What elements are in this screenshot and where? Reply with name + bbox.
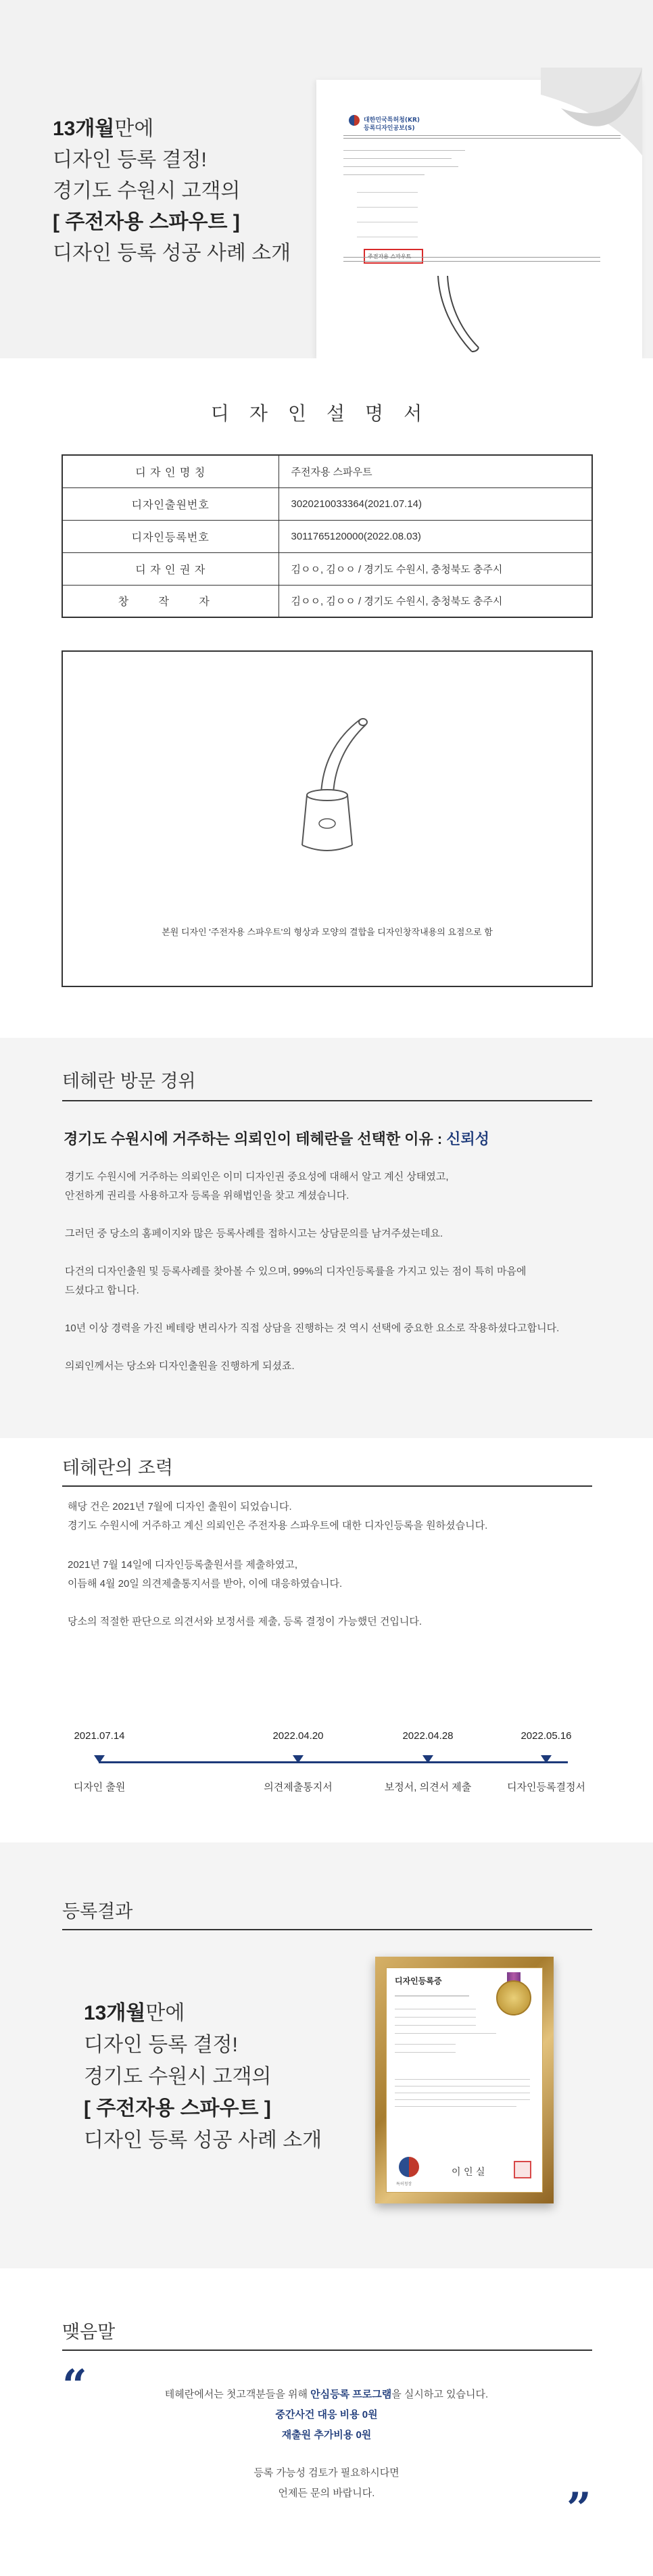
- closing-line4: 등록 가능성 검토가 필요하시다면: [253, 2467, 400, 2479]
- coop-title: 테헤란의 조력: [62, 1458, 173, 1478]
- timeline-label: 보정서, 의견서 제출: [384, 1782, 472, 1793]
- section-divider: [62, 2350, 592, 2351]
- timeline-label: 디자인등록결정서: [507, 1782, 585, 1793]
- closing-highlight: 안심등록 프로그램: [310, 2389, 392, 2400]
- spec-key: 디자인출원번호: [62, 487, 279, 520]
- timeline-line: [99, 1761, 568, 1763]
- red-stamp-icon: [514, 2161, 531, 2178]
- timeline-date: 2022.04.28: [402, 1730, 454, 1742]
- section-divider: [62, 1485, 592, 1487]
- cert-text-line: [395, 2106, 516, 2107]
- visit-title: 테헤란 방문 경위: [62, 1071, 196, 1091]
- spec-key: 디 자 인 명 칭: [62, 455, 279, 487]
- spec-table: [62, 454, 593, 618]
- doc-text-line: [343, 150, 465, 151]
- doc-office-1: 대한민국특허청(KR): [364, 117, 420, 124]
- spec-value: 주전자용 스파우트: [279, 455, 592, 487]
- spec-value: 3011765120000(2022.08.03): [279, 520, 592, 552]
- doc-text-line: [357, 192, 418, 193]
- result-line4: [ 주전자용 스파우트 ]: [84, 2097, 271, 2120]
- hero-line5: 디자인 등록 성공 사례 소개: [53, 242, 291, 264]
- cert-office: 특허청장: [396, 2182, 412, 2187]
- cert-text-line: [395, 2025, 476, 2026]
- spout-sketch-icon: [425, 276, 485, 357]
- closing-line1-post: 을 실시하고 있습니다.: [391, 2389, 489, 2400]
- coop-para: 2021년 7월 14일에 디자인등록출원서를 제출하였고,: [68, 1559, 298, 1571]
- result-section: [0, 1842, 653, 2268]
- closing-title: 맺음말: [62, 2322, 116, 2342]
- visit-headline-text: 경기도 수원시에 거주하는 의뢰인이 테헤란을 선택한 이유 :: [64, 1130, 447, 1147]
- cert-text-line: [395, 2017, 476, 2018]
- closing-line1: [0, 2385, 653, 2405]
- doc-text-line: [357, 207, 418, 208]
- spec-title: 디자인설명서: [210, 402, 443, 425]
- gold-seal-icon: [496, 1980, 531, 2016]
- table-row: [62, 487, 592, 520]
- spec-key: 디 자 인 권 자: [62, 552, 279, 585]
- closing-line2: 중간사건 대응 비용 0원: [275, 2409, 378, 2420]
- result-line5: 디자인 등록 성공 사례 소개: [84, 2129, 322, 2151]
- page-curl-shadow-icon: [541, 68, 653, 223]
- result-bold: 13개월: [84, 2002, 146, 2024]
- quote-open-icon: “: [62, 2360, 87, 2411]
- doc-office-2: 등록디자인공보(S): [364, 125, 415, 132]
- table-row: [62, 520, 592, 552]
- coop-para: 이듬해 4월 20일 의견제출통지서를 받아, 이에 대응하였습니다.: [68, 1578, 343, 1590]
- visit-para: 그러던 중 당소의 홈페이지와 많은 등록사례를 접하시고는 상담문의를 남겨주셨는데요.: [65, 1228, 443, 1239]
- coop-para: 해당 건은 2021년 7월에 디자인 출원이 되었습니다.: [68, 1501, 292, 1512]
- spec-value: 3020210033364(2021.07.14): [279, 487, 592, 520]
- hero-line3: 경기도 수원시 고객의: [53, 180, 241, 202]
- table-row: [62, 455, 592, 487]
- spec-value: 김ㅇㅇ, 김ㅇㅇ / 경기도 수원시, 충청북도 충주시: [279, 585, 592, 617]
- visit-section: [0, 1038, 653, 1438]
- kipo-logo-icon: [349, 115, 360, 126]
- closing-line1-pre: 테헤란에서는 첫고객분들을 위해: [164, 2389, 311, 2400]
- table-row: [62, 552, 592, 585]
- certificate: [386, 1967, 543, 2193]
- visit-headline: [64, 1128, 489, 1149]
- timeline-date: 2021.07.14: [74, 1730, 125, 1742]
- design-drawing-box: [62, 650, 593, 987]
- visit-para: 의뢰인께서는 당소와 디자인출원을 진행하게 되셨죠.: [65, 1360, 295, 1372]
- result-line1: 만에: [145, 2002, 185, 2024]
- timeline-label: 의견제출통지서: [264, 1782, 333, 1793]
- result-title: 등록결과: [62, 1901, 133, 1922]
- hero-bold: 13개월: [53, 118, 115, 140]
- visit-para: 10년 이상 경력을 가진 베테랑 변리사가 직접 상담을 진행하는 것 역시 선택에 중요한 요소로 작용하셨다고합니다.: [65, 1322, 560, 1334]
- cert-text-line: [395, 2044, 456, 2045]
- doc-divider: [343, 261, 600, 262]
- coop-para: 당소의 적절한 판단으로 의견서와 보정서를 제출, 등록 결정이 가능했던 건입니다.: [68, 1616, 422, 1627]
- hero-line2: 디자인 등록 결정!: [53, 149, 207, 171]
- closing-line3: 재출원 추가비용 0원: [281, 2429, 372, 2441]
- doc-text-line: [343, 158, 452, 159]
- cert-text-line: [395, 2079, 530, 2080]
- spec-value: 김ㅇㅇ, 김ㅇㅇ / 경기도 수원시, 충청북도 충주시: [279, 552, 592, 585]
- visit-para: 드셨다고 합니다.: [65, 1285, 139, 1296]
- cert-text-line: [395, 2033, 496, 2034]
- timeline-label: 디자인 출원: [73, 1782, 126, 1793]
- hero-text: [53, 114, 291, 269]
- cert-text-line: [395, 1995, 469, 1997]
- visit-para: 안전하게 권리를 사용하고자 등록을 위해법인을 찾고 계셨습니다.: [65, 1190, 349, 1201]
- spec-caption: 본원 디자인 '주전자용 스파우트'의 형상과 모양의 결합을 디자인창작내용의 요점으로 함: [162, 927, 493, 937]
- result-line3: 경기도 수원시 고객의: [84, 2066, 272, 2088]
- spout-drawing-icon: [279, 713, 381, 861]
- timeline-date: 2022.05.16: [521, 1730, 572, 1742]
- hero-line1: 만에: [114, 118, 154, 140]
- doc-divider: [343, 257, 600, 258]
- closing-line5: 언제든 문의 바랍니다.: [278, 2487, 375, 2499]
- cooperation-section: [0, 1438, 653, 1842]
- timeline-date: 2022.04.20: [272, 1730, 324, 1742]
- result-line2: 디자인 등록 결정!: [84, 2034, 238, 2056]
- quote-close-icon: ”: [566, 2483, 591, 2534]
- certificate-frame: [375, 1957, 554, 2203]
- doc-text-line: [343, 174, 425, 175]
- closing-section: [0, 2268, 653, 2576]
- coop-para: 경기도 수원시에 거주하고 계신 의뢰인은 주전자용 스파우트에 대한 디자인등록을 원하셨습니다.: [68, 1520, 488, 1531]
- visit-headline-highlight: 신뢰성: [446, 1130, 490, 1147]
- table-row: [62, 585, 592, 617]
- cert-text-line: [395, 2052, 456, 2053]
- kipo-logo-icon: [399, 2157, 419, 2177]
- cert-signature: 이 인 실: [452, 2167, 485, 2178]
- timeline-marker-icon: [94, 1755, 105, 1763]
- section-divider: [62, 1929, 592, 1930]
- certificate-title: 디자인등록증: [395, 1976, 442, 1986]
- section-divider: [62, 1100, 592, 1101]
- spec-key: 디자인등록번호: [62, 520, 279, 552]
- timeline-marker-icon: [541, 1755, 552, 1763]
- hero-section: [0, 0, 653, 358]
- hero-line4: [ 주전자용 스파우트 ]: [53, 211, 240, 233]
- timeline-marker-icon: [422, 1755, 433, 1763]
- visit-para: 다건의 디자인출원 및 등록사례를 찾아볼 수 있으며, 99%의 디자인등록률을 가지고 있는 점이 특히 마음에: [65, 1266, 527, 1277]
- visit-para: 경기도 수원시에 거주하는 의뢰인은 이미 디자인권 중요성에 대해서 알고 계신 상태였고,: [65, 1171, 449, 1183]
- spec-key: 창 작 자: [62, 585, 279, 617]
- timeline-marker-icon: [293, 1755, 304, 1763]
- doc-text-line: [343, 166, 458, 167]
- cert-text-line: [395, 2099, 530, 2100]
- result-text: [84, 1997, 322, 2156]
